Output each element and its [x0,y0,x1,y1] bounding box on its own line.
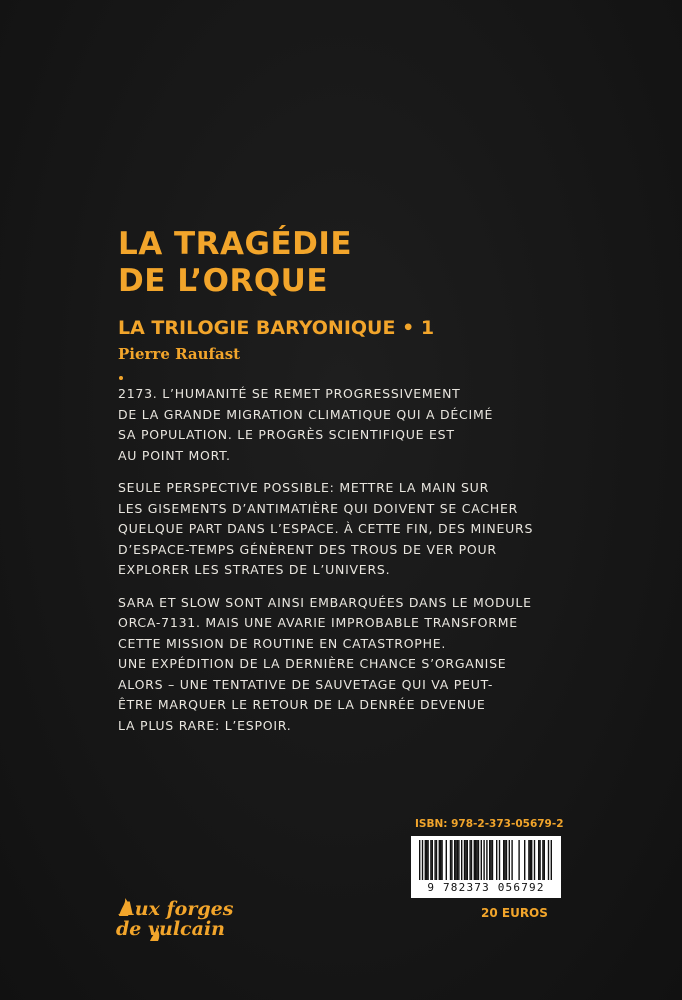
barcode-bar [492,840,493,880]
barcode-bar [425,840,426,880]
blurb-paragraph-1 [118,384,578,466]
publisher-logo [116,896,266,946]
book-title-line-1: LA TRAGÉDIE [118,226,353,262]
barcode-bar [528,840,529,880]
barcode-bar [489,840,490,880]
blurb-line: DE LA GRANDE MIGRATION CLIMATIQUE QUI A DÉCIMÉ [118,406,494,422]
barcode-bar [538,840,539,880]
blurb-line: ALORS – UNE TENTATIVE DE SAUVETAGE QUI VA PEUT- [118,676,494,692]
barcode-bar [439,840,440,880]
barcode-bar [457,840,458,880]
barcode-bar [454,840,455,880]
blurb-line: SARA ET SLOW SONT AINSI EMBARQUÉES DANS LE MODULE [118,594,532,610]
barcode-bar [440,840,441,880]
barcode-bar [464,840,465,880]
blurb-line: ÊTRE MARQUER LE RETOUR DE LA DENRÉE DEVENUE [118,697,486,712]
isbn-label: ISBN: 978-2-373-05679-2 [415,818,564,830]
barcode-bar [451,840,452,880]
blurb-line: SA POPULATION. LE PROGRÈS SCIENTIFIQUE EST [118,427,455,442]
barcode-bar [471,840,472,880]
blurb-line: D’ESPACE-TEMPS GÉNÈRENT DES TROUS DE VER POUR [118,541,497,557]
barcode-bar [518,840,519,880]
barcode-bar [530,840,531,880]
blurb-line: LA PLUS RARE: L’ESPOIR. [118,717,292,733]
barcode-bar [446,840,447,880]
barcode-bar [478,840,479,880]
barcode-bar [490,840,491,880]
book-title-line-2: DE L’ORQUE [118,263,329,299]
book-title [118,226,352,300]
barcode-bar [467,840,468,880]
barcode-bar [458,840,459,880]
blurb-line: ORCA-7131. MAIS UNE AVARIE IMPROBABLE TRANSFORME [118,615,518,630]
price-label: 20 EUROS [481,906,548,920]
blurb-paragraph-2 [118,478,578,581]
author-name: Pierre Raufast [118,345,241,363]
barcode-bar [504,840,505,880]
barcode [411,836,561,898]
barcode-bar [455,840,456,880]
publisher-name-line-2: de vulcain [116,918,225,940]
barcode-bar [486,840,487,880]
blurb-text [118,384,578,748]
blurb-paragraph-3 [118,593,578,737]
barcode-bar [506,840,507,880]
barcode-bar [441,840,442,880]
barcode-bar [469,840,470,880]
barcode-number: 9 782373 056792 [413,881,559,894]
blurb-line: 2173. L’HUMANITÉ SE REMET PROGRESSIVEMENT [118,386,461,401]
barcode-bar [548,840,549,880]
barcode-bar [483,840,484,880]
barcode-bar [427,840,428,880]
barcode-bars [413,838,559,882]
barcode-bar [419,840,420,880]
barcode-bar [534,840,535,880]
blurb-line: LES GISEMENTS D’ANTIMATIÈRE QUI DOIVENT SE CACHER [118,500,519,516]
barcode-bar [426,840,427,880]
separator-dot [119,376,123,380]
barcode-bar [450,840,451,880]
barcode-bar [481,840,482,880]
barcode-bar [542,840,543,880]
barcode-bar [531,840,532,880]
barcode-bar [432,840,433,880]
barcode-bar [465,840,466,880]
barcode-bar [503,840,504,880]
blurb-line: EXPLORER LES STRATES DE L’UNIVERS. [118,562,391,577]
barcode-bar [474,840,475,880]
barcode-bar [434,840,435,880]
barcode-bar [461,840,462,880]
barcode-bar [476,840,477,880]
barcode-bar [430,840,431,880]
barcode-bar [496,840,497,880]
barcode-bar [539,840,540,880]
blurb-line: SEULE PERSPECTIVE POSSIBLE: METTRE LA MAIN SUR [118,480,490,495]
series-name: LA TRILOGIE BARYONIQUE • 1 [118,317,435,339]
blurb-line: UNE EXPÉDITION DE LA DERNIÈRE CHANCE S’ORGANISE [118,656,507,671]
blurb-line: CETTE MISSION DE ROUTINE EN CATASTROPHE. [118,635,447,651]
barcode-bar [475,840,476,880]
barcode-bar [551,840,552,880]
barcode-bar [422,840,423,880]
barcode-bar [511,840,512,880]
publisher-name-line-1: Aux forges [120,898,234,920]
blurb-line: QUELQUE PART DANS L’ESPACE. À CETTE FIN, DES MINEURS [118,521,534,536]
barcode-bar [544,840,545,880]
barcode-bar [436,840,437,880]
barcode-bar [524,840,525,880]
blurb-line: AU POINT MORT. [118,447,231,463]
barcode-bar [499,840,500,880]
barcode-bar [509,840,510,880]
